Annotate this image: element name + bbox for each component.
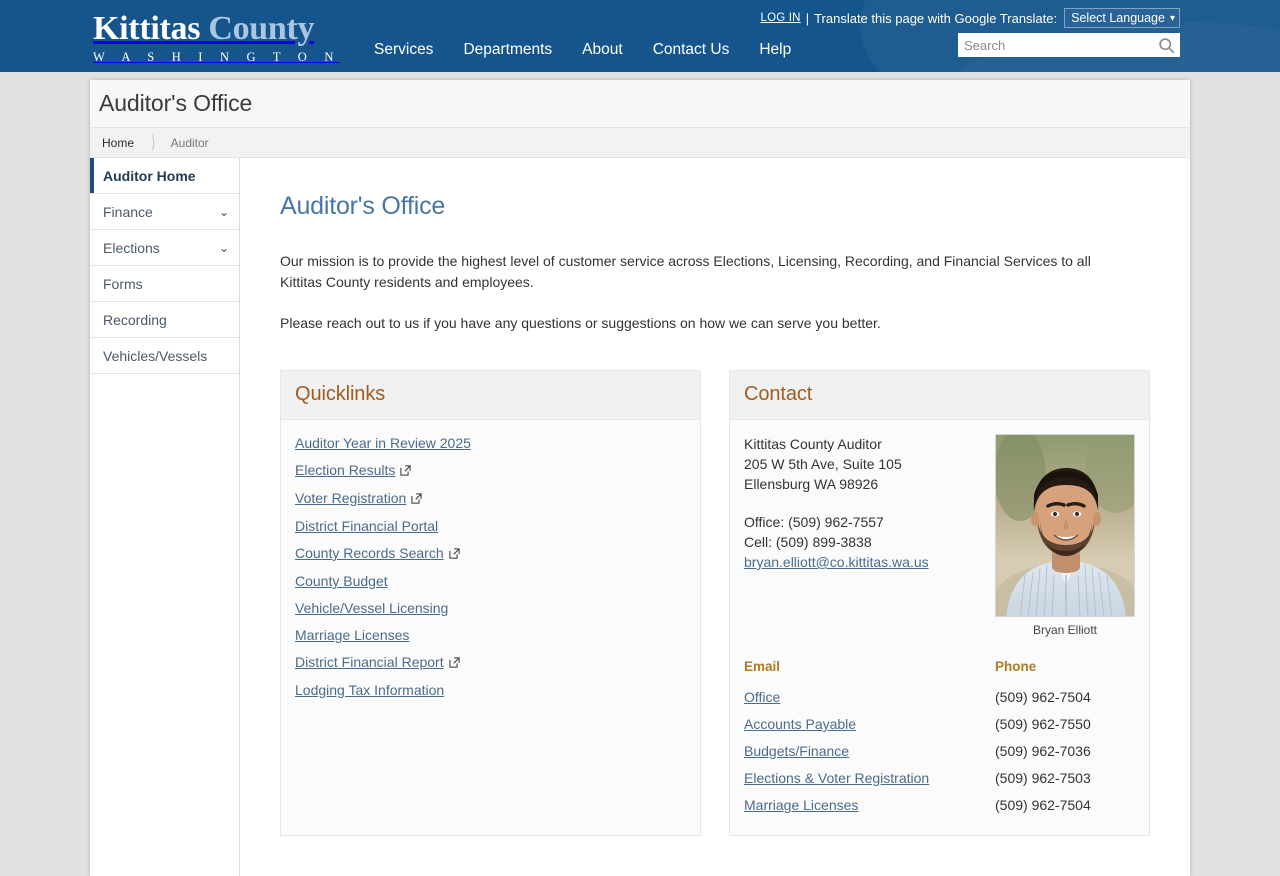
language-select[interactable]: [1064, 8, 1180, 28]
quicklink-lodging-tax-information[interactable]: Lodging Tax Information: [295, 682, 445, 698]
sidebar-item-label: Recording: [103, 311, 167, 328]
contact-title: Contact: [744, 383, 813, 405]
nav-item-departments[interactable]: Departments: [463, 41, 553, 58]
logo-text-county: County: [208, 10, 315, 47]
page-container: [90, 80, 1190, 876]
chevron-down-icon[interactable]: ⌄: [218, 240, 229, 255]
table-header-row: [744, 653, 1135, 684]
language-select-value: Select Language: [1071, 11, 1165, 25]
email-link-accounts-payable[interactable]: Accounts Payable: [744, 716, 857, 732]
list-item: [295, 546, 686, 561]
content-heading: Auditor's Office: [280, 192, 446, 220]
contact-address-line2: Ellensburg WA 98926: [744, 476, 879, 492]
contact-office-phone: Office: (509) 962-7557: [744, 514, 884, 530]
search-input[interactable]: [958, 34, 1152, 56]
sidebar-item-elections[interactable]: [90, 230, 239, 266]
email-link-marriage-licenses[interactable]: Marriage Licenses: [744, 797, 859, 813]
cell-email: [744, 765, 995, 792]
column-header-phone: Phone: [995, 659, 1037, 674]
list-item: [295, 519, 686, 533]
cell-phone: (509) 962-7503: [995, 770, 1091, 786]
list-item: [295, 655, 686, 670]
contact-cell-phone: Cell: (509) 899-3838: [744, 534, 872, 550]
log-in-link[interactable]: LOG IN: [760, 12, 801, 24]
main-navigation: [374, 41, 791, 59]
table-row: [744, 792, 1135, 819]
nav-item-help[interactable]: Help: [759, 41, 792, 58]
utility-separator: |: [805, 10, 810, 26]
avatar: [995, 434, 1135, 617]
contact-photo-column: [995, 434, 1135, 637]
logo-text-washington: W A S H I N G T O N: [93, 50, 341, 64]
external-link-icon: [449, 547, 460, 561]
sidebar-item-label: Elections: [103, 239, 160, 256]
search-button[interactable]: [1152, 33, 1180, 57]
cell-phone: (509) 962-7550: [995, 716, 1091, 732]
contact-table-wrapper: [730, 653, 1149, 835]
page-title: Auditor's Office: [99, 90, 253, 116]
table-row: [744, 684, 1135, 711]
list-item: [295, 436, 686, 450]
cell-phone: (509) 962-7504: [995, 689, 1091, 705]
external-link-icon: [411, 492, 422, 506]
list-item: [295, 574, 686, 588]
body-row: [90, 158, 1190, 876]
table-row: [744, 738, 1135, 765]
cell-phone: (509) 962-7036: [995, 743, 1091, 759]
search-box[interactable]: [958, 33, 1180, 57]
contact-org: Kittitas County Auditor: [744, 436, 882, 452]
sidebar-item-recording[interactable]: [90, 302, 239, 338]
table-row: [744, 711, 1135, 738]
breadcrumb: [90, 128, 1190, 158]
external-link-icon: [449, 656, 460, 670]
quicklink-voter-registration[interactable]: Voter Registration: [295, 490, 407, 506]
email-link-office[interactable]: Office: [744, 689, 781, 705]
list-item: [295, 628, 686, 642]
email-link-elections-voter-registration[interactable]: Elections & Voter Registration: [744, 770, 930, 786]
quicklink-county-records-search[interactable]: County Records Search: [295, 545, 444, 561]
translate-label: Translate this page with Google Translate:: [814, 10, 1058, 26]
sidebar-item-label: Auditor Home: [103, 167, 196, 184]
mission-paragraph: Our mission is to provide the highest level of customer service across Elections, Licensing, Recording, and Financial Services to all Kittitas County residents and employees.: [280, 253, 1091, 290]
quicklinks-panel: [280, 370, 701, 836]
cell-email: [744, 711, 995, 738]
logo-text-kittitas: Kittitas: [93, 10, 201, 47]
panels-row: [280, 370, 1150, 836]
quicklink-election-results[interactable]: Election Results: [295, 462, 396, 478]
sidebar-item-label: Vehicles/Vessels: [103, 347, 208, 364]
cell-email: [744, 738, 995, 765]
breadcrumb-home[interactable]: Home: [102, 135, 135, 150]
column-header-email: Email: [744, 659, 781, 674]
email-link-budgets-finance[interactable]: Budgets/Finance: [744, 743, 850, 759]
breadcrumb-current: Auditor: [170, 135, 209, 150]
breadcrumb-separator-icon: ⟩: [151, 132, 156, 152]
sidebar-navigation: [90, 158, 240, 876]
nav-item-contact-us[interactable]: Contact Us: [652, 41, 730, 58]
utility-bar: [761, 8, 1181, 28]
quicklink-auditor-year-in-review-2025[interactable]: Auditor Year in Review 2025: [295, 435, 471, 451]
sidebar-item-auditor-home[interactable]: [90, 158, 239, 194]
portrait-photo: [996, 435, 1135, 617]
photo-caption: Bryan Elliott: [1032, 623, 1098, 637]
contact-panel-header: [730, 371, 1149, 420]
sidebar-item-finance[interactable]: [90, 194, 239, 230]
sidebar-item-forms[interactable]: [90, 266, 239, 302]
list-item: [295, 683, 686, 697]
contact-details: [744, 434, 983, 637]
contact-address-line1: 205 W 5th Ave, Suite 105: [744, 456, 902, 472]
quicklink-marriage-licenses[interactable]: Marriage Licenses: [295, 627, 410, 643]
quicklinks-title: Quicklinks: [295, 383, 386, 405]
sidebar-item-label: Forms: [103, 275, 143, 292]
contact-directory-table: [744, 653, 1135, 819]
page-title-bar: [90, 80, 1190, 128]
external-link-icon: [400, 464, 411, 478]
contact-email-link[interactable]: bryan.elliott@co.kittitas.wa.us: [744, 554, 929, 570]
cell-email: [744, 792, 995, 819]
contact-email-row: [744, 552, 983, 572]
quicklink-county-budget[interactable]: County Budget: [295, 573, 388, 589]
chevron-down-icon: ▾: [1169, 12, 1175, 24]
contact-panel: [729, 370, 1150, 836]
list-item: [295, 491, 686, 506]
search-icon: [1158, 37, 1175, 54]
main-content: [240, 158, 1190, 876]
quicklinks-panel-body: [281, 420, 700, 717]
sidebar-item-label: Finance: [103, 203, 153, 220]
sidebar-item-vehicles-vessels[interactable]: [90, 338, 239, 374]
quicklinks-panel-header: [281, 371, 700, 420]
site-logo[interactable]: [93, 12, 341, 64]
chevron-down-icon[interactable]: ⌄: [218, 204, 229, 219]
contact-panel-body: [730, 420, 1149, 647]
quicklinks-list: [295, 436, 686, 697]
table-row: [744, 765, 1135, 792]
list-item: [295, 601, 686, 615]
quicklink-district-financial-portal[interactable]: District Financial Portal: [295, 518, 439, 534]
cell-email: [744, 684, 995, 711]
nav-item-services[interactable]: Services: [374, 41, 434, 58]
quicklink-vehicle-vessel-licensing[interactable]: Vehicle/Vessel Licensing: [295, 600, 449, 616]
cell-phone: (509) 962-7504: [995, 797, 1091, 813]
list-item: [295, 463, 686, 478]
reach-out-paragraph: Please reach out to us if you have any questions or suggestions on how we can serve you better.: [280, 315, 881, 331]
site-header: [0, 0, 1280, 72]
nav-item-about[interactable]: About: [582, 41, 623, 58]
quicklink-district-financial-report[interactable]: District Financial Report: [295, 654, 444, 670]
